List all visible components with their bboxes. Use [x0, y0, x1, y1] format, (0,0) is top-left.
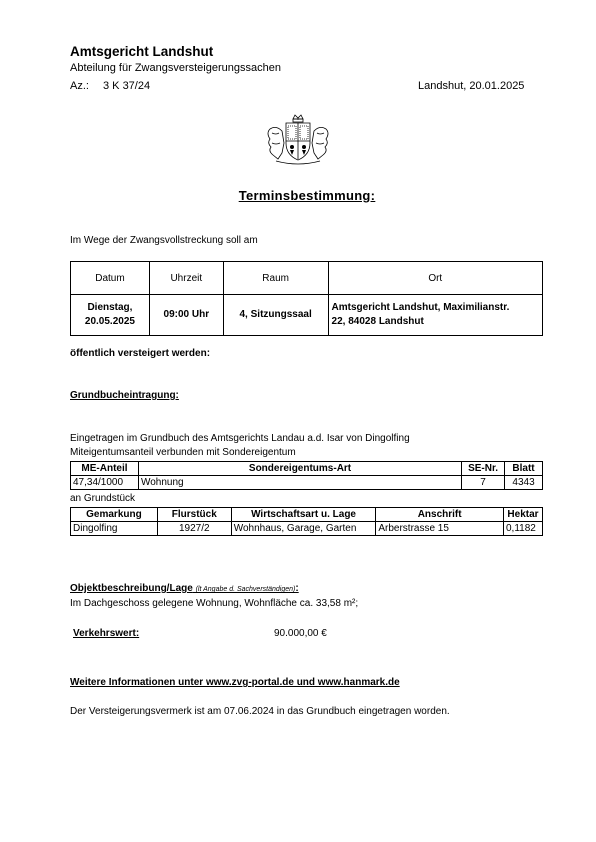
share-value: 47,34/1000 — [71, 476, 139, 490]
type-value: Wohnung — [138, 476, 461, 490]
table-header-type: Sondereigentums-Art — [138, 462, 461, 476]
appointment-room: 4, Sitzungssaal — [223, 295, 328, 336]
bavarian-coat-of-arms-icon — [262, 113, 334, 167]
table-row — [71, 476, 543, 490]
auction-statement: öffentlich versteigert werden: — [70, 348, 211, 359]
object-heading-text: Objektbeschreibung/Lage — [70, 583, 193, 594]
appointment-time: 09:00 Uhr — [149, 295, 223, 336]
appointment-table — [70, 261, 543, 336]
table-header-place: Ort — [328, 262, 542, 295]
file-number-label: Az.: — [70, 80, 89, 92]
hectare-value: 0,1182 — [503, 522, 542, 536]
plot-label: an Grundstück — [70, 493, 136, 504]
appointment-place-line2: 22, 84028 Landshut — [331, 316, 424, 327]
appointment-place — [328, 295, 542, 336]
table-header-usage: Wirtschaftsart u. Lage — [231, 508, 376, 522]
appointment-date — [71, 295, 150, 336]
table-header-share: ME-Anteil — [71, 462, 139, 476]
usage-value: Wohnhaus, Garage, Garten — [231, 522, 376, 536]
object-description-heading — [70, 583, 299, 594]
appointment-date-value: 20.05.2025 — [84, 316, 135, 327]
unit-number-value: 7 — [462, 476, 505, 490]
land-register-share-text: Miteigentumsanteil verbunden mit Sondereigentum — [70, 447, 296, 458]
table-header-hectare: Hektar — [503, 508, 542, 522]
market-value-label: Verkehrswert: — [73, 628, 140, 639]
further-info-text: Weitere Informationen unter www.zvg-portal.de und www.hanmark.de — [70, 677, 400, 688]
table-header-row — [71, 262, 543, 295]
place-date: Landshut, 20.01.2025 — [418, 80, 525, 92]
department: Abteilung für Zwangsversteigerungssachen — [70, 62, 281, 74]
expert-note: (lt Angabe d. Sachverständigen) — [195, 586, 296, 593]
court-name: Amtsgericht Landshut — [70, 44, 214, 59]
table-header-sheet: Blatt — [505, 462, 543, 476]
table-header-room: Raum — [223, 262, 328, 295]
co-ownership-table — [70, 461, 543, 490]
parcel-value: 1927/2 — [157, 522, 231, 536]
appointment-place-line1: Amtsgericht Landshut, Maximilianstr. — [331, 302, 510, 313]
district-value: Dingolfing — [71, 522, 158, 536]
table-header-address: Anschrift — [376, 508, 504, 522]
sheet-value: 4343 — [505, 476, 543, 490]
object-description-text: Im Dachgeschoss gelegene Wohnung, Wohnfläche ca. 33,58 m²; — [70, 598, 359, 609]
table-header-row — [71, 462, 543, 476]
auction-note-text: Der Versteigerungsvermerk ist am 07.06.2024 in das Grundbuch eingetragen worden. — [70, 706, 450, 717]
table-header-row — [71, 508, 543, 522]
table-header-date: Datum — [71, 262, 150, 295]
table-header-district: Gemarkung — [71, 508, 158, 522]
file-number: 3 K 37/24 — [103, 80, 151, 92]
land-register-heading: Grundbucheintragung: — [70, 390, 179, 401]
table-row — [71, 522, 543, 536]
appointment-weekday: Dienstag, — [87, 302, 133, 313]
plot-table — [70, 507, 543, 536]
page-title: Terminsbestimmung: — [238, 188, 376, 203]
market-value: 90.000,00 € — [274, 628, 327, 639]
object-heading-colon: : — [295, 583, 299, 594]
address-value: Arberstrasse 15 — [376, 522, 504, 536]
table-row — [71, 295, 543, 336]
table-header-time: Uhrzeit — [149, 262, 223, 295]
table-header-parcel: Flurstück — [157, 508, 231, 522]
intro-text: Im Wege der Zwangsvollstreckung soll am — [70, 235, 258, 246]
land-register-text: Eingetragen im Grundbuch des Amtsgerichts Landau a.d. Isar von Dingolfing — [70, 433, 410, 444]
table-header-unit-number: SE-Nr. — [462, 462, 505, 476]
